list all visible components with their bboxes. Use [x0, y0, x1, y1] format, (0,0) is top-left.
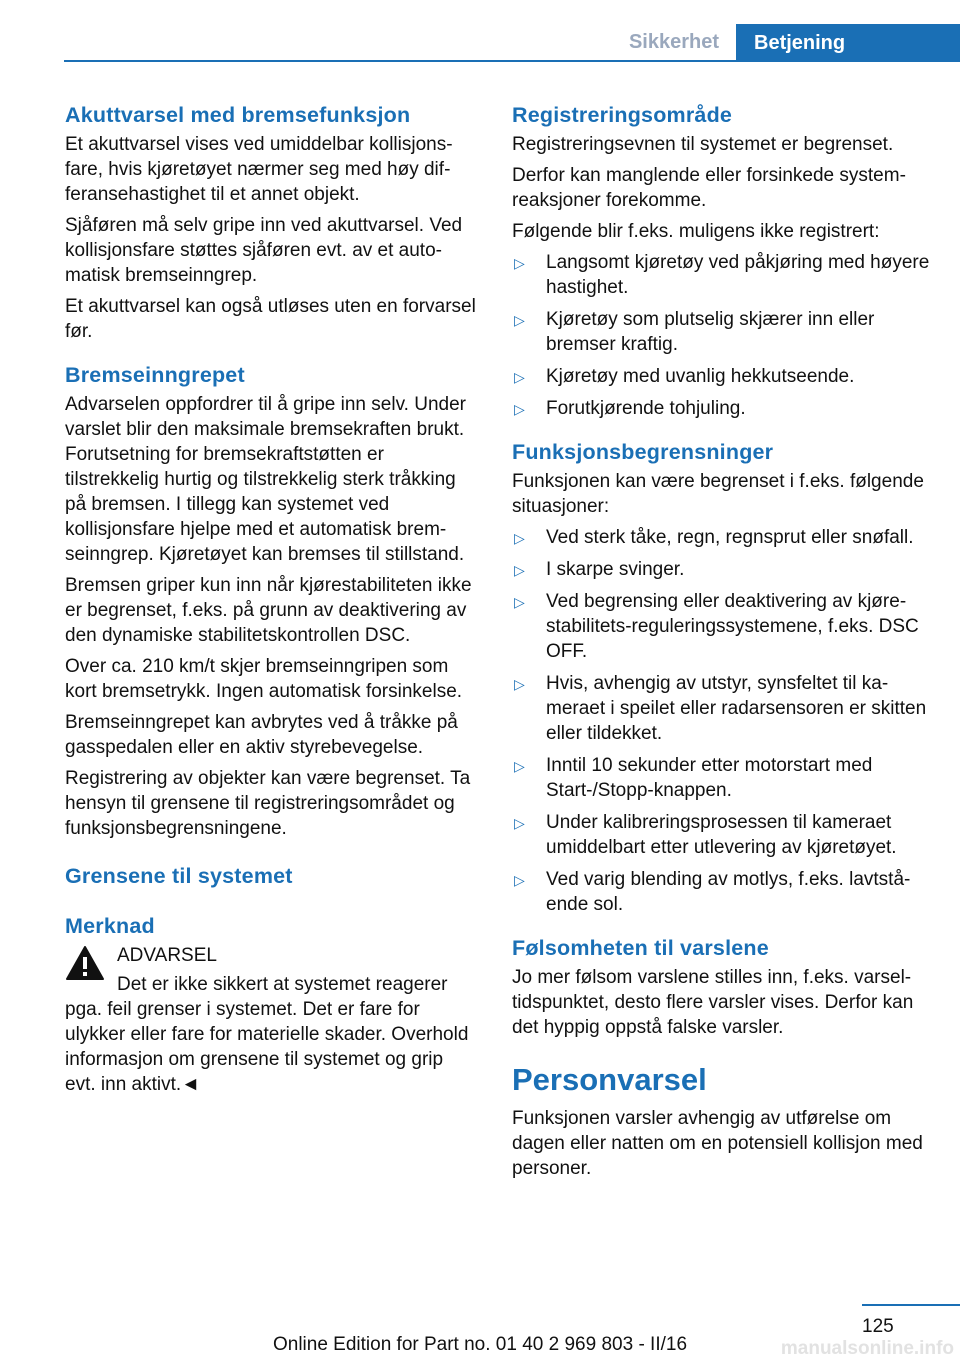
list-item: ▷ Ved sterk tåke, regn, regnsprut eller snøfall. [514, 527, 914, 548]
warning-note [65, 943, 478, 1097]
paragraph: Bremseinngrepet kan avbrytes ved å tråkke på gasspedalen eller en aktiv styrebevegelse. [65, 712, 458, 758]
paragraph: Derfor kan manglende eller forsinkede systemreaksjoner forekomme. [512, 165, 906, 211]
list-item: ▷ Under kalibreringsprosessen til kameraet umiddelbart etter utlevering av kjøretøyet. [514, 812, 897, 858]
list-item: ▷ I skarpe svinger. [514, 559, 685, 580]
section-heading: Bremseinngrepet [65, 363, 245, 387]
triangle-bullet-icon: ▷ [514, 872, 525, 888]
section-heading: Akuttvarsel med bremsefunksjon [65, 103, 411, 127]
watermark: manualsonline.info [780, 1338, 954, 1359]
list-item: ▷ Forutkjørende tohjuling. [514, 398, 746, 419]
bullet-list [512, 250, 930, 421]
triangle-bullet-icon: ▷ [514, 530, 525, 546]
triangle-bullet-icon: ▷ [514, 562, 525, 578]
list-item: ▷ Kjøretøy med uvanlig hekkutseende. [514, 366, 855, 387]
bullet-list [512, 525, 930, 917]
paragraph: Et akuttvarsel kan også utløses uten en forvarsel før. [65, 296, 476, 342]
list-item: ▷ Ved varig blending av motlys, f.eks. lavtstående sol. [514, 869, 911, 915]
triangle-bullet-icon: ▷ [514, 676, 525, 692]
paragraph: Sjåføren må selv gripe inn ved akuttvarsel. Ved kollisjonsfare støttes sjåføren evt. av et automatisk bremseinngrep. [65, 215, 463, 286]
header-rule [64, 60, 960, 62]
paragraph: Funksjonen varsler avhengig av utførelse om dagen eller natten om en potensiell kollisjon med personer. [512, 1108, 923, 1179]
warning-text: Det er ikke sikkert at systemet reagerer pga. feil grenser i systemet. Det er fare for ulykker eller fare for materielle skader. Overhold informasjon om grensene til systemet og grip evt. inn aktivt.◄ [65, 974, 469, 1095]
list-item: ▷ Ved begrensing eller deaktivering av kjørestabilitets-reguleringssystemene, f.eks. DSC OFF. [514, 591, 919, 662]
footer-rule [862, 1304, 960, 1306]
tab-sikkerhet[interactable]: Sikkerhet [628, 30, 720, 53]
list-item: ▷ Kjøretøy som plutselig skjærer inn eller bremser kraftig. [514, 309, 875, 355]
paragraph: Registrering av objekter kan være begrenset. Ta hensyn til grensene til registreringsområdet og funksjonsbegrensningene. [65, 768, 471, 839]
paragraph: Registreringsevnen til systemet er begrenset. [512, 134, 894, 155]
page-number: 125 [862, 1316, 894, 1337]
section-heading: Følsomheten til varslene [512, 936, 769, 960]
triangle-bullet-icon: ▷ [514, 758, 525, 774]
paragraph: Advarselen oppfordrer til å gripe inn selv. Under varslet blir den maksimale bremsekraften brukt. Forutsetning for bremsekraftstøtten er tilstrekkelig hurtig og tilstrekkelig sterk tråkking på bremsen. I tillegg kan systemet ved kollisjonsfare hjelpe med et automatisk bremseinngrep. Kjøretøyet kan bremses til stillstand. [65, 394, 466, 565]
warning-label: ADVARSEL [117, 945, 217, 966]
left-column [65, 100, 478, 1101]
chapter-heading: Personvarsel [512, 1062, 707, 1097]
triangle-bullet-icon: ▷ [514, 312, 525, 328]
triangle-bullet-icon: ▷ [514, 594, 525, 610]
tab-betjening[interactable]: Betjening [736, 24, 960, 62]
section-heading: Grensene til systemet [65, 864, 293, 888]
right-column [512, 100, 930, 1187]
triangle-bullet-icon: ▷ [514, 255, 525, 271]
paragraph: Følgende blir f.eks. muligens ikke registrert: [512, 221, 880, 242]
paragraph: Bremsen griper kun inn når kjørestabiliteten ikke er begrenset, f.eks. på grunn av deaktivering av den dynamiske stabilitetskontrollen DSC. [65, 575, 472, 646]
paragraph: Jo mer følsom varslene stilles inn, f.eks. varseltidspunktet, desto flere varsler vises. Derfor kan det hyppig oppstå falske varsler. [512, 967, 914, 1038]
edition-note: Online Edition for Part no. 01 40 2 969 803 - II/16 [272, 1334, 688, 1355]
list-item: ▷ Hvis, avhengig av utstyr, synsfeltet til kameraet i speilet eller radarsensoren er skitten eller tildekket. [514, 673, 927, 744]
list-item: ▷ Inntil 10 sekunder etter motorstart med Start-/Stopp-knappen. [514, 755, 873, 801]
list-item: ▷ Langsomt kjøretøy ved påkjøring med høyere hastighet. [514, 252, 930, 298]
paragraph: Funksjonen kan være begrenset i f.eks. følgende situasjoner: [512, 471, 924, 517]
triangle-bullet-icon: ▷ [514, 401, 525, 417]
section-heading: Funksjonsbegrensninger [512, 440, 774, 464]
triangle-bullet-icon: ▷ [514, 815, 525, 831]
warning-triangle-icon [65, 945, 105, 981]
section-heading: Merknad [65, 914, 155, 938]
page-header [0, 0, 960, 62]
triangle-bullet-icon: ▷ [514, 369, 525, 385]
paragraph: Over ca. 210 km/t skjer bremseinngripen som kort bremsetrykk. Ingen automatisk forsinkelse. [65, 656, 463, 702]
section-heading: Registreringsområde [512, 103, 733, 127]
paragraph: Et akuttvarsel vises ved umiddelbar kollisjonsfare, hvis kjøretøyet nærmer seg med høy differansehastighet til et annet objekt. [65, 134, 453, 205]
